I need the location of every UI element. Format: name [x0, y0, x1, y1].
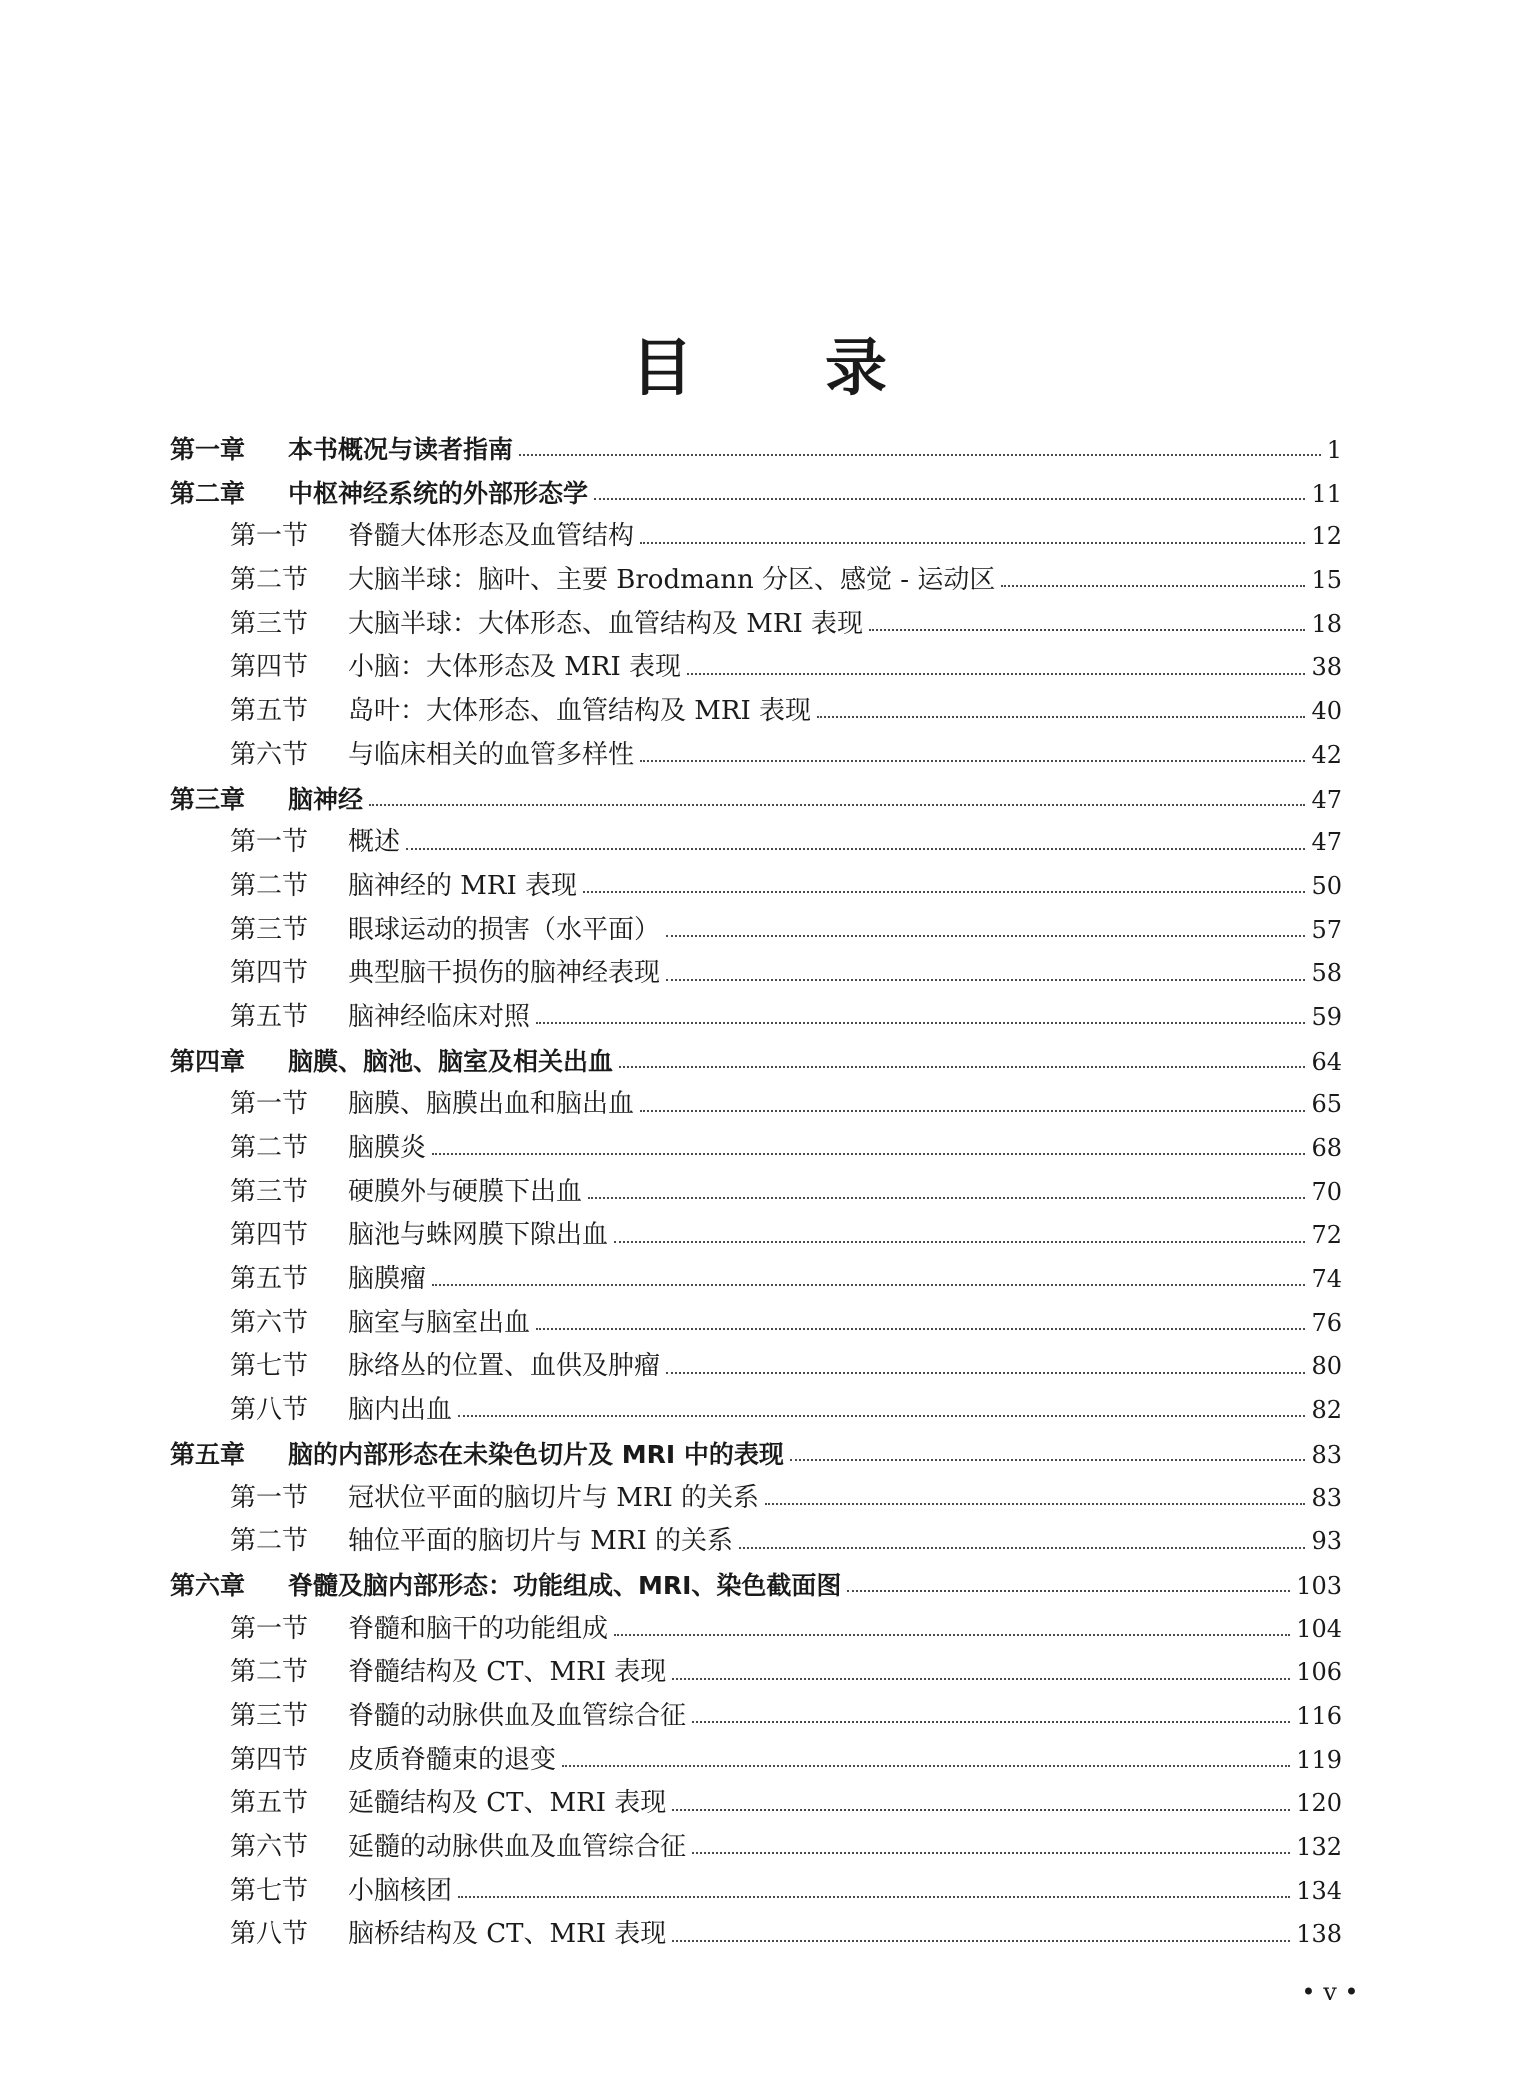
toc-entry-title: 与临床相关的血管多样性 — [348, 739, 635, 770]
toc-entry-page: 58 — [1311, 959, 1342, 988]
dot-leader — [739, 1546, 1305, 1549]
toc-entry-title: 大脑半球：大体形态、血管结构及 MRI 表现 — [348, 608, 863, 639]
toc-entry-title: 脑神经的 MRI 表现 — [348, 870, 577, 901]
dot-leader — [369, 803, 1305, 806]
dot-leader — [519, 453, 1321, 456]
toc-entry-title: 脊髓的动脉供血及血管综合征 — [348, 1700, 687, 1731]
toc-entry-page: 18 — [1311, 609, 1342, 638]
toc-entry-number: 第四节 — [230, 958, 309, 989]
dot-leader — [640, 759, 1305, 762]
dot-leader — [790, 1458, 1306, 1461]
toc-entry-title: 脑膜瘤 — [348, 1264, 427, 1295]
toc-entry-page: 138 — [1296, 1920, 1342, 1949]
toc-entry-page: 12 — [1311, 522, 1342, 551]
dot-leader — [562, 1764, 1290, 1767]
toc-entry-page: 50 — [1311, 871, 1342, 900]
toc-entry-title: 典型脑干损伤的脑神经表现 — [348, 958, 661, 989]
dot-leader — [765, 1502, 1305, 1505]
toc-entry-page: 116 — [1296, 1701, 1342, 1730]
toc-entry-title: 中枢神经系统的外部形态学 — [288, 478, 589, 508]
toc-entry-page: 104 — [1296, 1614, 1342, 1643]
toc-section-entry[interactable] — [170, 646, 1342, 690]
dot-leader — [672, 1677, 1290, 1680]
dot-leader — [458, 1895, 1290, 1898]
toc-entry-page: 70 — [1311, 1177, 1342, 1206]
toc-entry-page: 82 — [1311, 1396, 1342, 1425]
toc-section-entry[interactable] — [170, 996, 1342, 1040]
toc-entry-number: 第五节 — [230, 1001, 309, 1032]
toc-entry-title: 延髓结构及 CT、MRI 表现 — [348, 1788, 667, 1819]
toc-section-entry[interactable] — [170, 1389, 1342, 1433]
toc-entry-page: 103 — [1296, 1571, 1342, 1600]
toc-section-entry[interactable] — [170, 909, 1342, 953]
dot-leader — [640, 541, 1305, 544]
toc-entry-number: 第二节 — [230, 1526, 309, 1557]
toc-entry-page: 106 — [1296, 1658, 1342, 1687]
toc-entry-number: 第二节 — [230, 565, 309, 596]
toc-section-entry[interactable] — [170, 821, 1342, 865]
toc-section-entry[interactable] — [170, 1520, 1342, 1564]
toc-entry-title: 小脑核团 — [348, 1875, 453, 1906]
toc-section-entry[interactable] — [170, 734, 1342, 778]
dot-leader — [692, 1720, 1290, 1723]
toc-entry-page: 119 — [1296, 1745, 1342, 1774]
toc-entry-number: 第二节 — [230, 1657, 309, 1688]
toc-section-entry[interactable] — [170, 1477, 1342, 1521]
toc-entry-number: 第一节 — [230, 1089, 309, 1120]
toc-entry-number: 第一章 — [170, 435, 246, 464]
toc-entry-title: 脑的内部形态在未染色切片及 MRI 中的表现 — [288, 1439, 784, 1469]
toc-entry-page: 47 — [1311, 785, 1342, 814]
toc-entry-page: 83 — [1311, 1440, 1342, 1469]
toc-entry-page: 132 — [1296, 1833, 1342, 1861]
dot-leader — [666, 978, 1305, 981]
toc-entry-title: 冠状位平面的脑切片与 MRI 的关系 — [348, 1482, 759, 1513]
title-char-1: 目 — [630, 331, 695, 404]
dot-leader — [692, 1851, 1290, 1854]
dot-leader — [583, 890, 1305, 893]
toc-entry-title: 脑室与脑室出血 — [348, 1307, 531, 1338]
toc-entry-number: 第四章 — [170, 1046, 246, 1076]
toc-entry-number: 第四节 — [230, 652, 309, 683]
toc-entry-title: 延髓的动脉供血及血管综合征 — [348, 1832, 687, 1862]
dot-leader — [588, 1196, 1305, 1199]
toc-entry-number: 第六节 — [230, 739, 309, 770]
toc-section-entry[interactable] — [170, 865, 1342, 909]
toc-entry-page: 59 — [1311, 1002, 1342, 1031]
dot-leader — [432, 1152, 1305, 1155]
dot-leader — [536, 1327, 1305, 1330]
toc-entry-title: 概述 — [348, 827, 401, 858]
toc-entry-number: 第一节 — [230, 1482, 309, 1513]
toc-entry-page: 134 — [1296, 1876, 1342, 1905]
toc-entry-number: 第二节 — [230, 870, 309, 901]
toc-entry-number: 第四节 — [230, 1744, 309, 1775]
toc-section-entry[interactable] — [170, 1258, 1342, 1302]
title-char-2: 录 — [825, 331, 890, 404]
toc-entry-page: 72 — [1311, 1221, 1342, 1250]
dot-leader — [594, 497, 1305, 500]
toc-entry-page: 93 — [1311, 1527, 1342, 1556]
toc-entry-title: 脑神经 — [288, 784, 364, 814]
toc-section-entry[interactable] — [170, 1608, 1342, 1652]
toc-entry-number: 第一节 — [230, 827, 309, 858]
toc-entry-title: 轴位平面的脑切片与 MRI 的关系 — [348, 1526, 733, 1557]
toc-entry-number: 第八节 — [230, 1919, 309, 1950]
toc-entry-number: 第五节 — [230, 1788, 309, 1819]
toc-section-entry[interactable] — [170, 1782, 1342, 1826]
toc-entry-page: 15 — [1311, 566, 1342, 595]
toc-entry-page: 68 — [1311, 1134, 1342, 1162]
toc-section-entry[interactable] — [170, 1302, 1342, 1346]
dot-leader — [666, 1371, 1305, 1374]
toc-chapter-entry[interactable] — [170, 1040, 1342, 1084]
toc-entry-number: 第三节 — [230, 914, 309, 945]
toc-entry-page: 83 — [1311, 1483, 1342, 1512]
page-title — [0, 318, 1520, 407]
toc-section-entry[interactable] — [170, 1345, 1342, 1389]
dot-leader — [614, 1240, 1305, 1243]
toc-entry-title: 脑膜炎 — [348, 1133, 427, 1163]
toc-entry-title: 皮质脊髓束的退变 — [348, 1744, 557, 1775]
toc-entry-title: 大脑半球：脑叶、主要 Brodmann 分区、感觉 - 运动区 — [348, 565, 996, 596]
toc-section-entry[interactable] — [170, 1695, 1342, 1739]
toc-section-entry[interactable] — [170, 515, 1342, 559]
toc-entry-page: 11 — [1311, 479, 1342, 508]
toc-entry-title: 脑神经临床对照 — [348, 1001, 531, 1032]
toc-entry-title: 脑内出血 — [348, 1395, 453, 1426]
toc-entry-title: 眼球运动的损害（水平面） — [348, 914, 661, 945]
toc-section-entry[interactable] — [170, 603, 1342, 647]
toc-entry-number: 第三节 — [230, 1176, 309, 1207]
page-number-footer: • v • — [1301, 1978, 1359, 2006]
toc-entry-title: 脊髓和脑干的功能组成 — [348, 1613, 609, 1644]
toc-chapter-entry[interactable] — [170, 472, 1342, 516]
dot-leader — [869, 628, 1305, 631]
toc-chapter-entry[interactable] — [170, 1433, 1342, 1477]
toc-entry-page: 47 — [1311, 828, 1342, 857]
toc-entry-title: 脊髓结构及 CT、MRI 表现 — [348, 1657, 667, 1688]
toc-chapter-entry[interactable] — [170, 428, 1342, 472]
toc-entry-page: 38 — [1311, 653, 1342, 682]
toc-entry-number: 第六章 — [170, 1570, 246, 1600]
toc-entry-title: 本书概况与读者指南 — [288, 435, 514, 464]
toc-entry-number: 第七节 — [230, 1875, 309, 1906]
toc-entry-page: 1 — [1326, 436, 1342, 464]
toc-entry-number: 第五章 — [170, 1439, 246, 1469]
toc-entry-number: 第三章 — [170, 784, 246, 814]
toc-entry-title: 脑膜、脑膜出血和脑出血 — [348, 1089, 635, 1120]
toc-section-entry[interactable] — [170, 1870, 1342, 1914]
dot-leader — [672, 1939, 1290, 1942]
toc-entry-number: 第七节 — [230, 1351, 309, 1382]
toc-entry-title: 脑膜、脑池、脑室及相关出血 — [288, 1046, 614, 1076]
dot-leader — [614, 1633, 1290, 1636]
toc-section-entry[interactable] — [170, 1171, 1342, 1215]
toc-section-entry[interactable] — [170, 1913, 1342, 1957]
toc-entry-title: 脉络丛的位置、血供及肿瘤 — [348, 1351, 661, 1382]
toc-entry-number: 第六节 — [230, 1832, 309, 1862]
toc-entry-title: 脑桥结构及 CT、MRI 表现 — [348, 1919, 667, 1950]
dot-leader — [406, 847, 1305, 850]
toc-entry-number: 第一节 — [230, 1613, 309, 1644]
toc-section-entry[interactable] — [170, 1651, 1342, 1695]
toc-entry-number: 第五节 — [230, 1264, 309, 1295]
toc-entry-title: 脊髓及脑内部形态：功能组成、MRI、染色截面图 — [288, 1570, 842, 1600]
toc-section-entry[interactable] — [170, 1127, 1342, 1171]
toc-section-entry[interactable] — [170, 559, 1342, 603]
toc-entry-number: 第二节 — [230, 1133, 309, 1163]
toc-entry-number: 第二章 — [170, 478, 246, 508]
toc-section-entry[interactable] — [170, 1214, 1342, 1258]
toc-entry-number: 第三节 — [230, 1700, 309, 1731]
dot-leader — [458, 1414, 1305, 1417]
dot-leader — [672, 1808, 1290, 1811]
table-of-contents — [170, 428, 1342, 1957]
toc-section-entry[interactable] — [170, 952, 1342, 996]
toc-entry-number: 第一节 — [230, 521, 309, 552]
toc-entry-page: 80 — [1311, 1352, 1342, 1381]
dot-leader — [640, 1109, 1305, 1112]
toc-entry-number: 第八节 — [230, 1395, 309, 1426]
toc-entry-page: 40 — [1311, 697, 1342, 726]
dot-leader — [619, 1065, 1305, 1068]
toc-chapter-entry[interactable] — [170, 778, 1342, 822]
toc-entry-title: 脑池与蛛网膜下隙出血 — [348, 1220, 609, 1251]
dot-leader — [847, 1589, 1290, 1592]
dot-leader — [666, 934, 1305, 937]
toc-chapter-entry[interactable] — [170, 1564, 1342, 1608]
toc-entry-page: 76 — [1311, 1308, 1342, 1337]
dot-leader — [687, 672, 1305, 675]
toc-entry-page: 64 — [1311, 1047, 1342, 1076]
toc-entry-number: 第四节 — [230, 1220, 309, 1251]
toc-entry-number: 第五节 — [230, 696, 309, 727]
dot-leader — [536, 1021, 1305, 1024]
dot-leader — [817, 715, 1305, 718]
dot-leader — [432, 1283, 1305, 1286]
toc-entry-number: 第三节 — [230, 608, 309, 639]
toc-entry-page: 74 — [1311, 1265, 1342, 1294]
toc-entry-number: 第六节 — [230, 1307, 309, 1338]
toc-section-entry[interactable] — [170, 1826, 1342, 1870]
toc-entry-page: 65 — [1311, 1090, 1342, 1119]
toc-entry-page: 42 — [1311, 740, 1342, 769]
toc-entry-title: 岛叶：大体形态、血管结构及 MRI 表现 — [348, 696, 811, 727]
toc-entry-page: 120 — [1296, 1789, 1342, 1818]
toc-entry-page: 57 — [1311, 915, 1342, 944]
toc-entry-title: 小脑：大体形态及 MRI 表现 — [348, 652, 681, 683]
toc-section-entry[interactable] — [170, 690, 1342, 734]
dot-leader — [1001, 584, 1305, 587]
toc-section-entry[interactable] — [170, 1739, 1342, 1783]
toc-entry-title: 脊髓大体形态及血管结构 — [348, 521, 635, 552]
toc-entry-title: 硬膜外与硬膜下出血 — [348, 1176, 583, 1207]
toc-section-entry[interactable] — [170, 1083, 1342, 1127]
